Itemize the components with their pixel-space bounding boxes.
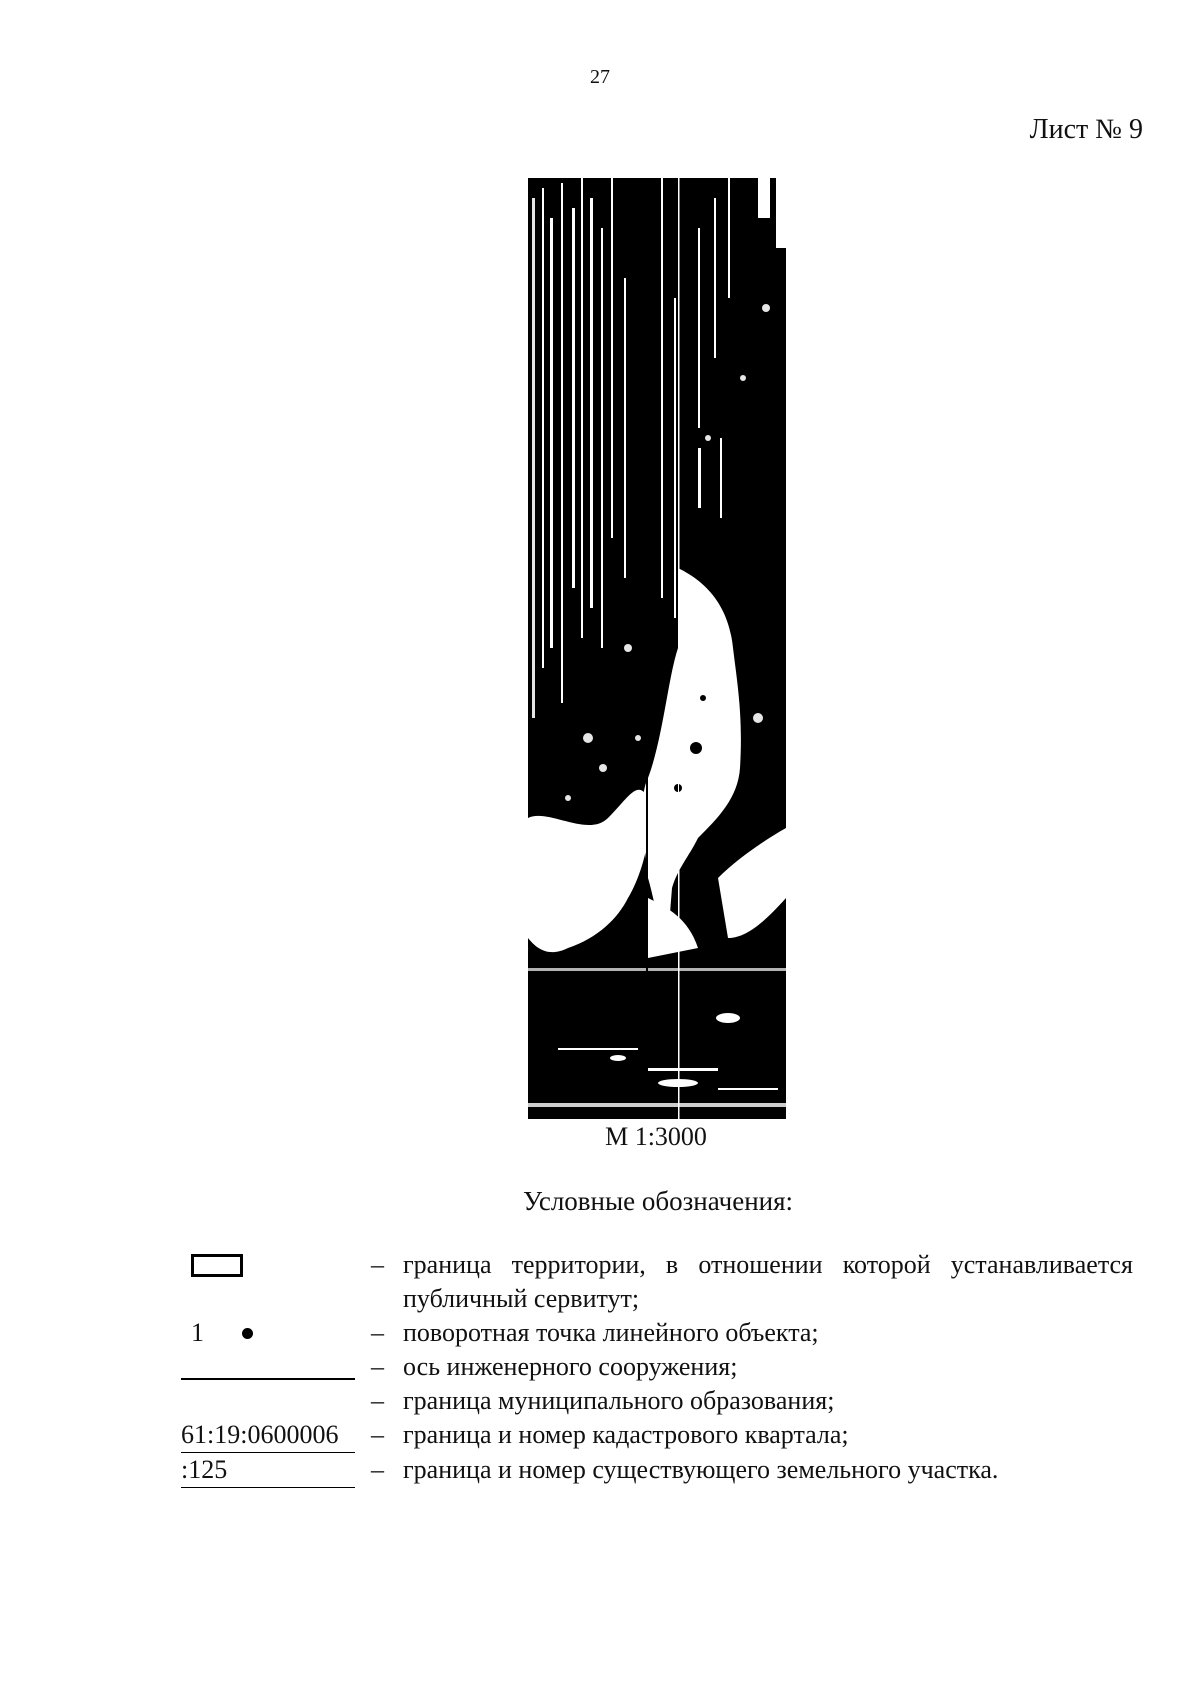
legend-text: ось инженерного сооружения; — [403, 1352, 738, 1381]
rectangle-outline-icon — [191, 1254, 243, 1277]
legend-dash: – — [371, 1455, 384, 1484]
legend-dash: – — [371, 1386, 384, 1415]
legend-dash: – — [371, 1318, 384, 1347]
legend — [181, 1248, 1133, 1488]
legend-title: Условные обозначения: — [522, 1186, 794, 1216]
legend-item — [181, 1384, 1133, 1418]
legend-dash: – — [371, 1250, 384, 1279]
point-number: 1 — [191, 1318, 204, 1347]
legend-text: поворотная точка линейного объекта; — [403, 1318, 819, 1347]
legend-text: граница и номер кадастрового квартала; — [403, 1420, 849, 1449]
legend-item — [181, 1316, 1133, 1350]
map-image — [528, 178, 786, 1119]
legend-dash: – — [371, 1420, 384, 1449]
legend-text: граница муниципального образования; — [403, 1386, 835, 1415]
page-number: 27 — [590, 66, 610, 88]
sheet-label: Лист № 9 — [1029, 114, 1143, 145]
legend-item — [181, 1418, 1133, 1453]
land-plot-label: :125 — [181, 1453, 355, 1488]
map-scale: М 1:3000 — [605, 1122, 707, 1151]
solid-line-icon — [181, 1378, 355, 1380]
legend-item — [181, 1453, 1133, 1488]
legend-dash: – — [371, 1352, 384, 1381]
dot-icon — [242, 1328, 253, 1339]
legend-item — [181, 1248, 1133, 1316]
legend-text: граница и номер существующего земельного участка. — [403, 1455, 999, 1484]
cadastral-quarter-label: 61:19:0600006 — [181, 1418, 355, 1453]
legend-text: граница территории, в отношении которой устанавливается публичный сервитут; — [403, 1250, 1133, 1313]
